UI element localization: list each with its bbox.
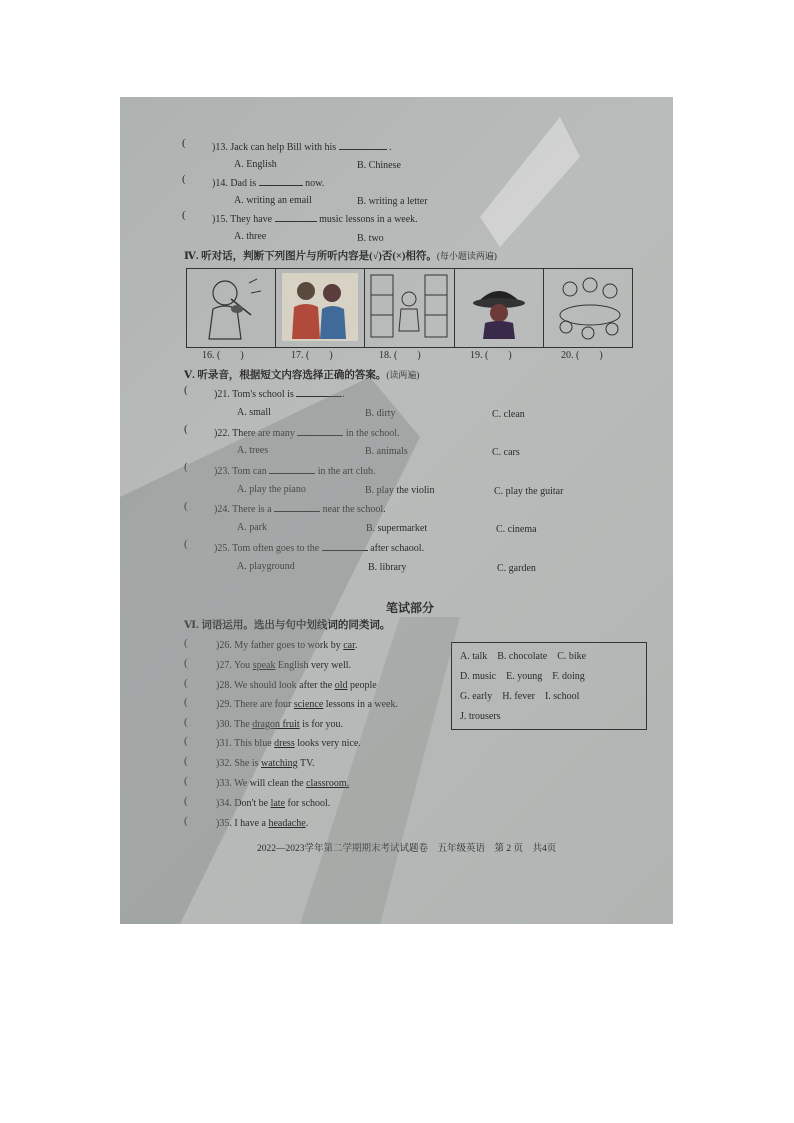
exam-photo <box>120 97 673 924</box>
q24-text: )24. There is a <box>214 504 272 515</box>
question-22 <box>214 427 400 440</box>
q13-option-b: B. Chinese <box>357 160 401 171</box>
answer-paren: ( <box>184 815 188 827</box>
answer-blank <box>296 388 342 397</box>
answer-paren: ( <box>182 209 186 221</box>
question-35 <box>216 818 308 830</box>
q21-option-c: C. clean <box>492 409 525 420</box>
q13-text: )13. Jack can help Bill with his <box>212 142 337 153</box>
q15-tail: music lessons in a week. <box>319 214 418 225</box>
q14-option-a: A. writing an email <box>234 195 312 206</box>
pic-boy-hat-icon <box>455 269 544 347</box>
question-28 <box>216 680 377 692</box>
answer-blank <box>322 542 368 551</box>
answer-paren: ( <box>184 461 188 473</box>
q14-text: )14. Dad is <box>212 178 257 189</box>
q15-text: )15. They have <box>212 214 273 225</box>
pic-kids-table-icon <box>544 269 632 347</box>
answer-paren: ( <box>182 173 186 185</box>
word-bank-row-3: G. early H. fever I. school <box>460 691 580 702</box>
q26-text: )26. My father goes to work by <box>216 640 344 651</box>
q29-text: )29. There are four <box>216 699 294 710</box>
q25-text: )25. Tom often goes to the <box>214 543 320 554</box>
q15-option-a: A. three <box>234 231 267 242</box>
q21-option-a: A. small <box>237 407 271 418</box>
section-4-note: (每小题读两遍) <box>436 251 497 261</box>
q22-text: )22. There are many <box>214 428 295 439</box>
word-bank-box <box>451 642 647 730</box>
q24-option-c: C. cinema <box>496 524 537 535</box>
question-29 <box>216 699 398 711</box>
q30-underlined-word: dragon fruit <box>252 719 300 730</box>
q24-tail: near the school. <box>322 504 386 515</box>
q30-text: )30. The <box>216 719 253 730</box>
q21-option-b: B. dirty <box>365 408 396 419</box>
q23-tail: in the art club. <box>317 466 376 477</box>
q23-option-a: A. play the piano <box>237 484 306 495</box>
answer-paren: ( <box>184 696 188 708</box>
q30-tail: is for you. <box>299 719 344 730</box>
section-4-title <box>184 250 497 263</box>
picture-strip <box>186 268 633 348</box>
answer-blank <box>274 503 320 512</box>
q31-text: )31. This blue <box>216 738 275 749</box>
answer-paren: ( <box>182 137 186 149</box>
q23-option-b: B. play the violin <box>365 485 435 496</box>
q35-text: )35. I have a <box>216 818 269 829</box>
answer-paren: ( <box>184 423 188 435</box>
answer-20: 20. ( ) <box>561 350 603 361</box>
answer-paren: ( <box>184 538 188 550</box>
answer-18: 18. ( ) <box>379 350 421 361</box>
answer-paren: ( <box>184 657 188 669</box>
section-4-heading: Ⅳ. 听对话，判断下列图片与所听内容是(√)否(×)相符。 <box>184 251 437 262</box>
answer-paren: ( <box>184 716 188 728</box>
q34-text: )34. Don't be <box>216 798 271 809</box>
question-26 <box>216 640 357 652</box>
q28-text: )28. We should look after the <box>216 680 335 691</box>
answer-blank <box>269 465 315 474</box>
q31-tail: looks very nice. <box>294 738 361 749</box>
question-25 <box>214 542 424 555</box>
section-5-title <box>184 369 419 382</box>
pic-library-icon <box>365 269 454 347</box>
q22-option-b: B. animals <box>365 446 408 457</box>
q32-underlined-word: watching <box>261 758 298 769</box>
pic-violin-icon <box>187 269 276 347</box>
section-5-note: (读两遍) <box>386 370 420 380</box>
answer-blank <box>297 427 343 436</box>
section-5-heading: Ⅴ. 听录音，根据短文内容选择正确的答案。 <box>184 370 387 381</box>
q33-underlined-word: classroom. <box>306 778 350 789</box>
answer-16: 16. ( ) <box>202 350 244 361</box>
q26-underlined-word: car <box>343 640 355 651</box>
answer-paren: ( <box>184 384 188 396</box>
q21-text: )21. Tom's school is <box>214 389 294 400</box>
q25-option-c: C. garden <box>497 563 536 574</box>
question-34 <box>216 798 330 810</box>
section-6-title: Ⅵ. 词语运用。选出与句中划线词的同类词。 <box>184 620 391 631</box>
q33-text: )33. We will clean the <box>216 778 307 789</box>
question-33 <box>216 778 349 790</box>
answer-17: 17. ( ) <box>291 350 333 361</box>
written-part-heading: 笔试部分 <box>386 601 435 615</box>
answer-paren: ( <box>184 637 188 649</box>
word-bank-row-2: D. music E. young F. doing <box>460 671 585 682</box>
question-14 <box>212 177 324 190</box>
answer-blank <box>259 177 303 186</box>
q23-option-c: C. play the guitar <box>494 486 564 497</box>
answer-paren: ( <box>184 775 188 787</box>
question-13: )13. Jack can help Bill with his . <box>212 142 392 153</box>
word-bank-row-1: A. talk B. chocolate C. bike <box>460 651 587 662</box>
q21-tail: . <box>342 389 345 400</box>
q29-underlined-word: science <box>293 699 324 710</box>
q27-text: )27. You <box>216 660 253 671</box>
q22-tail: in the school. <box>345 428 400 439</box>
q29-tail: lessons in a week. <box>323 699 398 710</box>
q24-option-b: B. supermarket <box>366 523 428 534</box>
answer-paren: ( <box>184 755 188 767</box>
q14-tail: now. <box>305 178 325 189</box>
answer-blank <box>339 141 387 150</box>
q15-option-b: B. two <box>357 233 384 244</box>
question-23 <box>214 465 375 478</box>
answer-19: 19. ( ) <box>470 350 512 361</box>
q22-option-c: C. cars <box>492 447 520 458</box>
answer-paren: ( <box>184 795 188 807</box>
q31-underlined-word: dress <box>274 738 295 749</box>
q25-tail: after schaool. <box>370 543 425 554</box>
q27-tail: English very well. <box>275 660 352 671</box>
q22-option-a: A. trees <box>237 445 269 456</box>
q25-option-b: B. library <box>368 562 407 573</box>
q25-option-a: A. playground <box>237 561 295 572</box>
pic-children-icon <box>276 269 365 347</box>
q13-option-a: A. English <box>234 159 277 170</box>
question-15 <box>212 213 418 226</box>
question-30 <box>216 719 343 731</box>
q34-tail: for school. <box>285 798 331 809</box>
answer-blank <box>275 213 317 222</box>
answer-paren: ( <box>184 677 188 689</box>
q26-tail: . <box>354 640 358 651</box>
q35-underlined-word: headache <box>268 818 306 829</box>
q27-underlined-word: speak <box>252 660 276 671</box>
question-21 <box>214 388 345 401</box>
q23-text: )23. Tom can <box>214 466 267 477</box>
answer-paren: ( <box>184 500 188 512</box>
page-footer: 2022—2023学年第二学期期末考试试题卷 五年级英语 第 2 页 共4页 <box>257 844 557 854</box>
question-31 <box>216 738 361 750</box>
q32-tail: TV. <box>297 758 315 769</box>
q24-option-a: A. park <box>237 522 267 533</box>
question-32 <box>216 758 315 770</box>
q35-tail: . <box>305 818 309 829</box>
word-bank-row-4: J. trousers <box>460 711 501 722</box>
q32-text: )32. She is <box>216 758 261 769</box>
question-24 <box>214 503 386 516</box>
q28-tail: people <box>347 680 377 691</box>
question-27 <box>216 660 351 672</box>
q14-option-b: B. writing a letter <box>357 196 428 207</box>
q28-underlined-word: old <box>334 680 348 691</box>
answer-paren: ( <box>184 735 188 747</box>
q34-underlined-word: late <box>270 798 286 809</box>
